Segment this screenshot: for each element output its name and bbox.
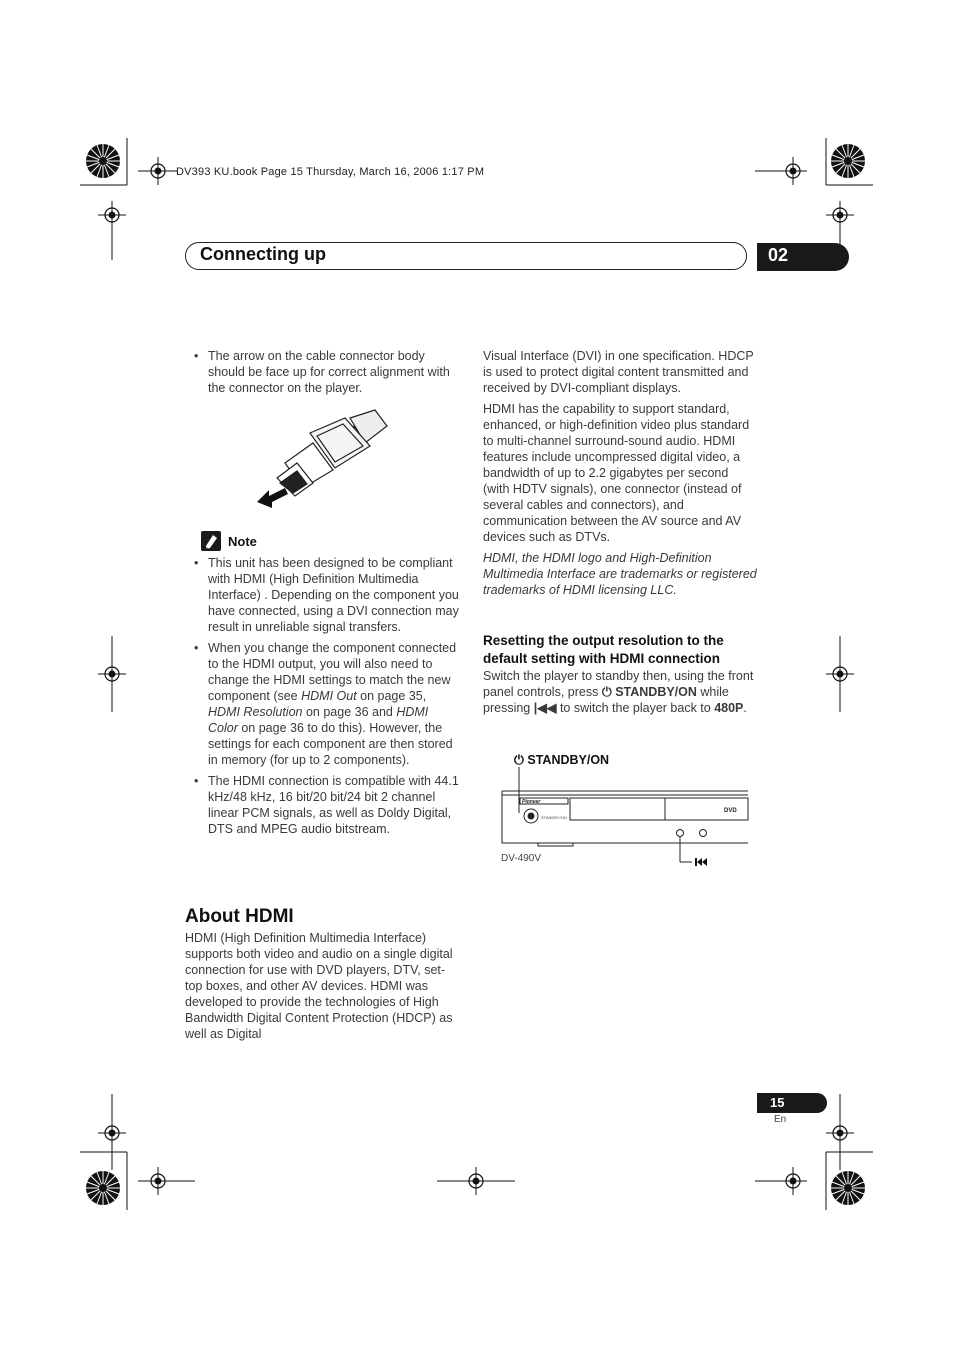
- diagram-standby-label: ⏻ STANDBY/ON: [514, 753, 610, 767]
- chapter-number: 02: [768, 245, 789, 265]
- reset-heading: Resetting the output resolution to the default setting with HDMI connection: [483, 633, 724, 666]
- dvi-paragraph: Visual Interface (DVI) in one specification. HDCP is used to protect digital content transmitted and received by DVI-compliant displays.: [483, 349, 754, 395]
- page-number: 15: [770, 1095, 785, 1110]
- note-label: Note: [228, 534, 257, 549]
- model-label: DV-490V: [501, 853, 542, 864]
- intro-bullet-list: [185, 348, 460, 401]
- language-label: En: [774, 1114, 787, 1125]
- reset-instructions: Switch the player to standby then, using the front panel controls, press ⏻ STANDBY/ON while pressing |◀◀ to switch the player back to 480P.: [483, 669, 754, 715]
- standby-power-icon: ⏻: [514, 753, 528, 767]
- svg-text:Pioneer: Pioneer: [522, 799, 541, 805]
- previous-icon: |◀◀: [533, 701, 557, 715]
- trademark-paragraph: HDMI, the HDMI logo and High-Definition Multimedia Interface are trademarks or registered trademarks of HDMI licensing LLC.: [483, 551, 757, 597]
- svg-text:DVD: DVD: [724, 808, 737, 814]
- right-column-text: [483, 348, 758, 598]
- note-bullet-1: • This unit has been designed to be compliant with HDMI (High Definition Multimedia Interface) . Depending on the component you have connected, using a DVI connection may result in unreliable signal transfers.: [185, 555, 460, 635]
- svg-text:STANDBY/ON: STANDBY/ON: [541, 815, 567, 820]
- about-hdmi-text: HDMI (High Definition Multimedia Interface) supports both video and audio on a single digital connection for use with DVD players, DTV, set-top boxes, and other AV devices. HDMI was developed to provide the technologies of High Bandwidth Digital Content Protection (HDCP) as well as Digital: [185, 931, 453, 1041]
- hdmi-capability-paragraph: HDMI has the capability to support standard, enhanced, or high-definition video plus standard to multi-channel surround-sound audio. HDMI features include uncompressed digital video, a bandwidth of up to 2.2 gigabytes per second (with HDTV signals), one connector (instead of several cables and connectors), and communication between the AV source and AV devices such as DTVs.: [483, 402, 750, 544]
- note-bullet-3: • The HDMI connection is compatible with 44.1 kHz/48 kHz, 16 bit/20 bit/24 bit 2 channel linear PCM signals, as well as Doldy Digital, DTS and MPEG audio bitstream.: [185, 773, 460, 837]
- section-title: Connecting up: [200, 244, 326, 264]
- hdmi-connector-illustration: [255, 408, 395, 508]
- page-number-badge: [757, 1093, 827, 1113]
- note-bullet-2: • When you change the component connected to the HDMI output, you will also need to change the HDMI settings to match the new component (see HDMI Out on page 35, HDMI Resolution on page 36 and HDMI Color on page 36 to do this). However, the settings for each component are then stored in memory (for up to 2 components).: [185, 640, 460, 768]
- note-bullet-list: [185, 555, 460, 842]
- power-icon: ⏻: [601, 685, 616, 699]
- note-icon: [201, 531, 221, 551]
- about-hdmi-heading: About HDMI: [185, 906, 294, 927]
- intro-bullet: • The arrow on the cable connector body should be face up for correct alignment with the connector on the player.: [185, 348, 460, 396]
- print-header: DV393 KU.book Page 15 Thursday, March 16, 2006 1:17 PM: [176, 166, 485, 178]
